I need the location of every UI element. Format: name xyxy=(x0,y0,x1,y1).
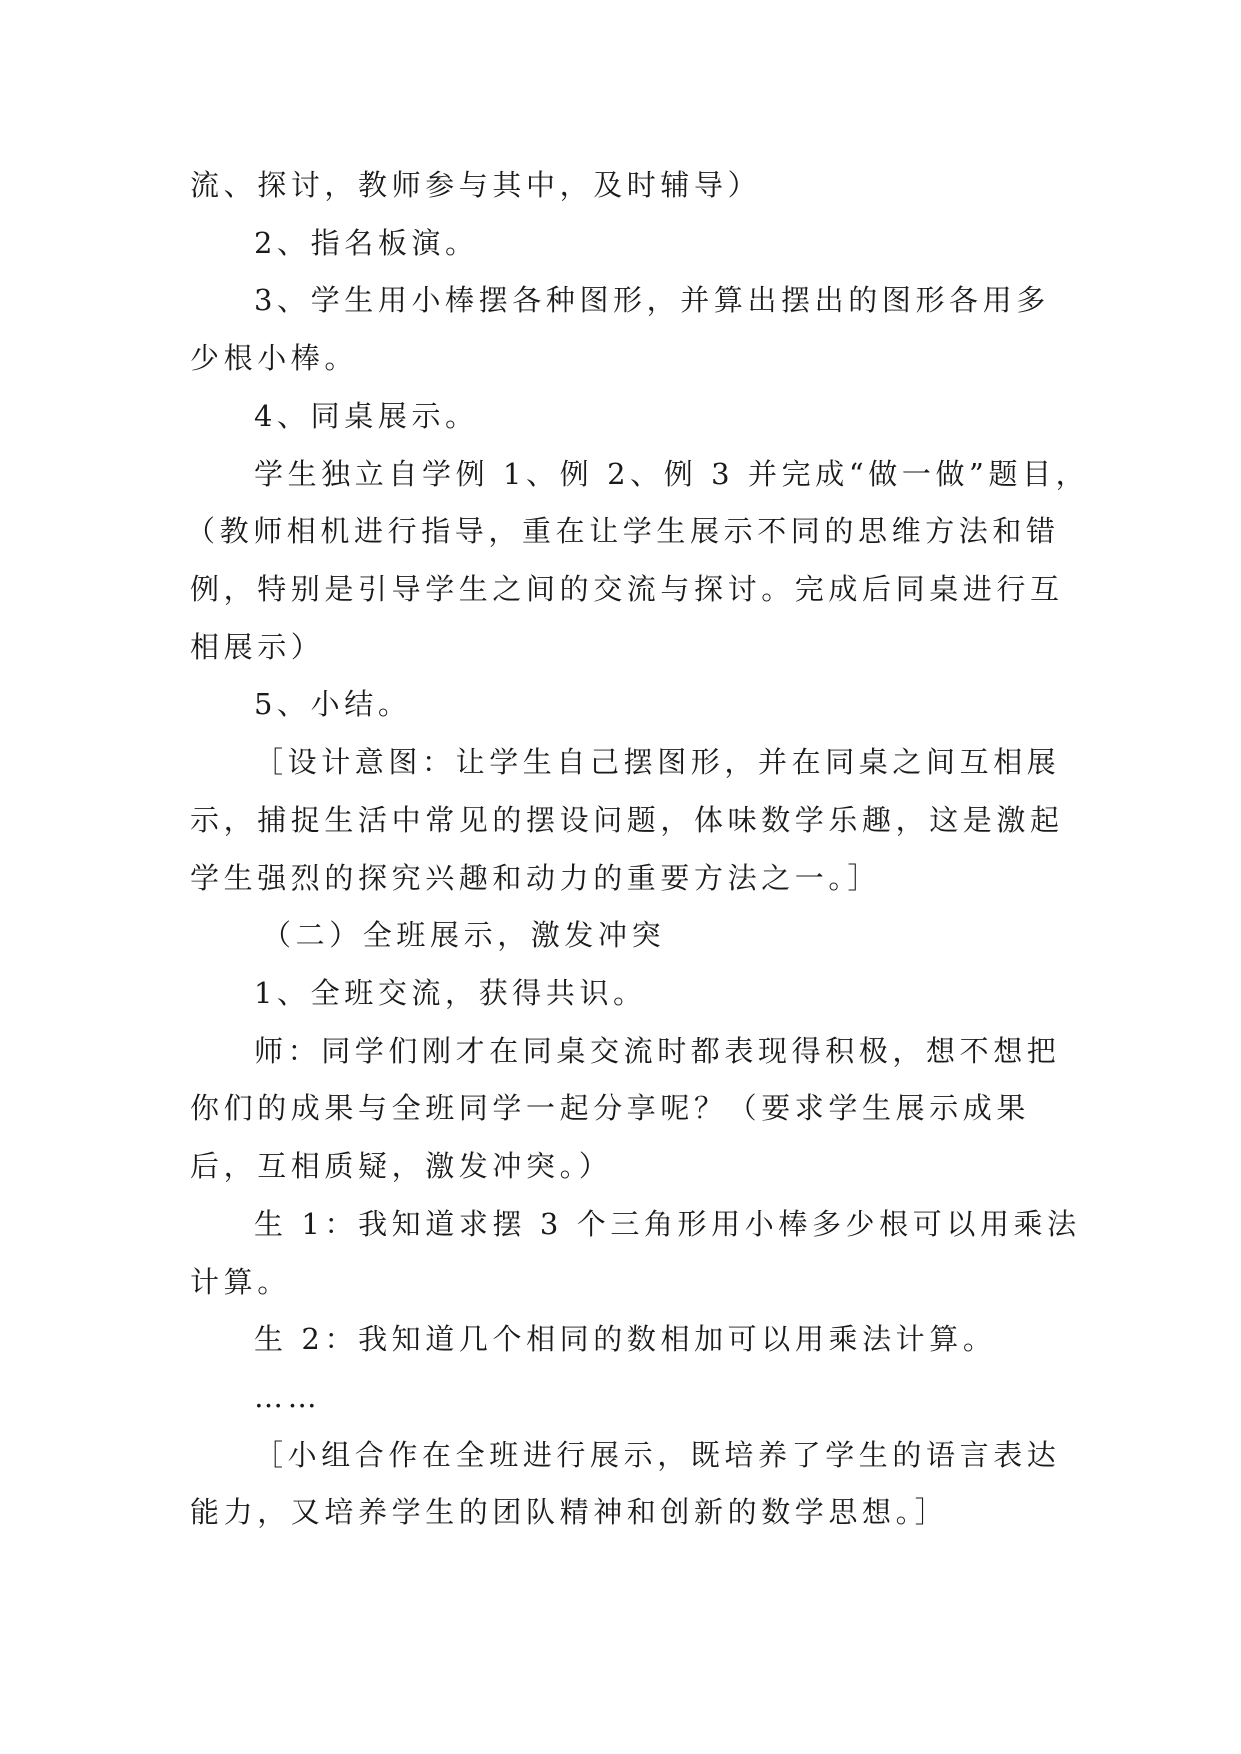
text-line-3: 3、学生用小棒摆各种图形，并算出摆出的图形各用多 xyxy=(254,283,1050,317)
text-line-13: 学生强烈的探究兴趣和动力的重要方法之一。］ xyxy=(190,861,882,895)
text-line-7: （教师相机进行指导，重在让学生展示不同的思维方法和错 xyxy=(186,514,1060,548)
text-line-6: 学生独立自学例 1、例 2、例 3 并完成“做一做”题目， xyxy=(254,457,1090,491)
text-line-8: 例，特别是引导学生之间的交流与探讨。完成后同桌进行互 xyxy=(190,572,1064,606)
text-line-1: 流、探讨，教师参与其中，及时辅导） xyxy=(190,168,762,202)
text-line-24: 能力，又培养学生的团队精神和创新的数学思想。］ xyxy=(190,1495,949,1529)
section-heading: （二）全班展示，激发冲突 xyxy=(262,918,666,952)
ellipsis-line: …… xyxy=(254,1380,322,1414)
text-line-23: ［小组合作在全班进行展示，既培养了学生的语言表达 xyxy=(254,1438,1061,1472)
text-line-10: 5、小结。 xyxy=(254,687,412,721)
text-line-21: 生 2：我知道几个相同的数相加可以用乘法计算。 xyxy=(254,1322,997,1356)
text-line-16: 师：同学们刚才在同桌交流时都表现得积极，想不想把 xyxy=(254,1034,1061,1068)
text-line-12: 示，捕捉生活中常见的摆设问题，体味数学乐趣，这是激起 xyxy=(190,803,1064,837)
text-line-19: 生 1：我知道求摆 3 个三角形用小棒多少根可以用乘法 xyxy=(254,1207,1081,1241)
text-line-9: 相展示） xyxy=(190,630,325,664)
text-line-4: 少根小棒。 xyxy=(190,341,359,375)
text-line-2: 2、指名板演。 xyxy=(254,226,479,260)
text-line-20: 计算。 xyxy=(190,1265,291,1299)
text-line-5: 4、同桌展示。 xyxy=(254,399,479,433)
text-line-15: 1、全班交流，获得共识。 xyxy=(254,976,647,1010)
text-line-17: 你们的成果与全班同学一起分享呢？（要求学生展示成果 xyxy=(190,1091,1031,1125)
text-line-11: ［设计意图：让学生自己摆图形，并在同桌之间互相展 xyxy=(254,745,1061,779)
text-line-18: 后，互相质疑，激发冲突。） xyxy=(190,1149,613,1183)
